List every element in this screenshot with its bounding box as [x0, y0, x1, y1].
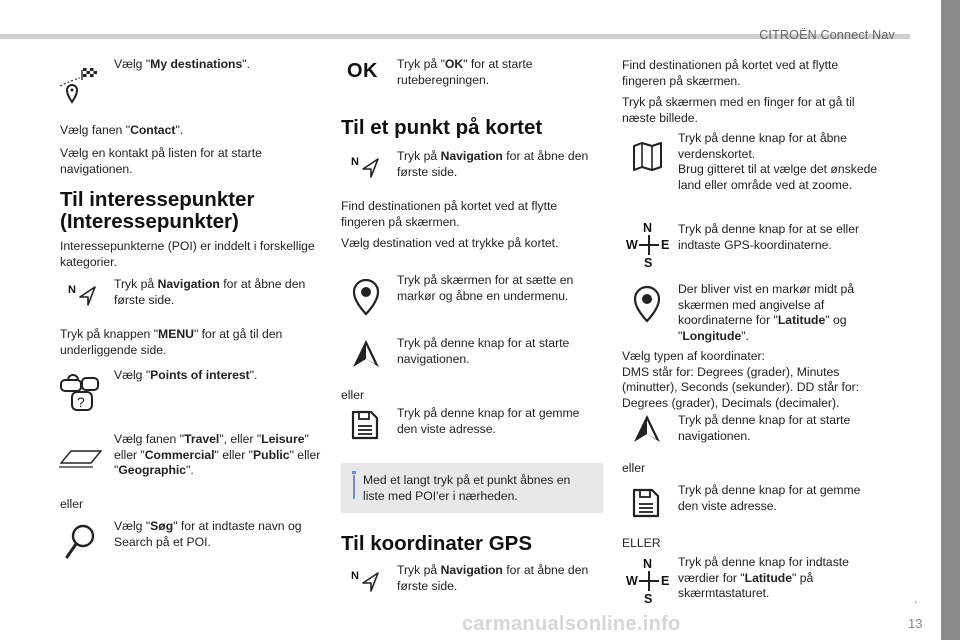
info-icon [353, 475, 355, 499]
svg-text:N: N [351, 156, 359, 168]
svg-text:N: N [68, 284, 76, 296]
text-tap-marker: Tryk på skærmen for at sætte en markør og åbne en undermenu. [397, 273, 574, 303]
page-edge-tab [941, 0, 960, 640]
text-category-tabs: Vælg fanen "Travel", eller "Leisure" eller "Commercial" eller "Public" eller "Geographic". [114, 432, 321, 478]
svg-text:N: N [351, 570, 359, 582]
text-ok-route: Tryk på "OK" for at starte ruteberegningen. [397, 57, 533, 87]
text-start-navigation-3: Tryk på denne knap for at starte navigationen. [678, 413, 851, 443]
save-icon [349, 408, 381, 442]
text-save-address: Tryk på denne knap for at gemme den viste adresse. [397, 406, 580, 436]
text-find-destination: Find destinationen på kortet ved at flytte fingeren på skærmen. [341, 199, 558, 229]
text-find-destination-3: Find destinationen på kortet ved at flytte fingeren på skærmen. [622, 58, 839, 88]
heading-map-point: Til et punkt på kortet [341, 116, 543, 139]
page-number: 13 [908, 616, 923, 631]
text-info-long-press: Med et langt tryk på et punkt åbnes en liste med POI'er i nærheden. [363, 473, 571, 503]
text-search-poi: Vælg "Søg" for at indtaste navn og Search på et POI. [114, 519, 302, 549]
map-marker-icon [350, 277, 382, 317]
text-eller-caps: ELLER [622, 536, 661, 550]
text-eller-3: eller [622, 461, 646, 475]
navigation-arrow-icon [68, 283, 98, 307]
compass-icon: N W E S [626, 221, 670, 270]
text-world-map: Tryk på denne knap for at åbne verdenskortet. Brug gitteret til at vælge det ønskede land eller område ved at zoome. [678, 131, 878, 192]
heading-gps: Til koordinater GPS [341, 532, 532, 555]
heading-poi: Til interessepunkter (Interessepunkter) [60, 188, 255, 233]
navigate-triangle-icon [350, 337, 382, 371]
text-next-image: Tryk på skærmen med en finger for at gå til næste billede. [622, 95, 855, 125]
text-coordinate-types: Vælg typen af koordinater: DMS står for: Degrees (grader), Minutes (minutter), Seconds (sekunder). DD står for: Degrees (grader), Decimals (decimaler). [622, 349, 860, 410]
text-select-contact: Vælg en kontakt på listen for at starte navigationen. [60, 146, 262, 176]
text-my-destinations: Vælg "My destinations". [114, 57, 250, 71]
compass-icon: N W E S [626, 557, 670, 606]
world-map-icon [631, 140, 665, 174]
svg-text:?: ? [77, 394, 85, 410]
save-icon [630, 486, 662, 520]
text-gps-coordinates: Tryk på denne knap for at se eller indtaste GPS-koordinaterne. [678, 222, 860, 252]
poi-question-icon [58, 372, 102, 412]
text-points-of-interest: Vælg "Points of interest". [114, 368, 258, 382]
text-contact-tab: Vælg fanen "Contact". [60, 123, 184, 137]
text-navigation-first-page-2: Tryk på Navigation for at åbne den første side. [397, 149, 589, 179]
text-eller-1: eller [60, 497, 84, 511]
text-enter-latitude: Tryk på denne knap for indtaste værdier for "Latitude" på skærmtastaturet. [678, 555, 849, 601]
ok-icon: OK [347, 60, 378, 82]
watermark: carmanualsonline.info [462, 613, 681, 635]
navigation-arrow-icon [351, 569, 381, 593]
running-header: CITROËN Connect Nav [759, 28, 895, 42]
page-dot: . [914, 592, 918, 606]
magnifier-icon [64, 522, 98, 562]
map-pin-checkered-flag-icon [58, 66, 102, 106]
text-poi-categories: Interessepunkterne (POI) er inddelt i forskellige kategorier. [60, 239, 315, 269]
text-navigation-first-page-3: Tryk på Navigation for at åbne den første side. [397, 563, 589, 593]
text-navigation-first-page: Tryk på Navigation for at åbne den første side. [114, 277, 306, 307]
info-icon-dot [352, 471, 356, 474]
map-marker-icon [631, 284, 663, 324]
text-eller-2: eller [341, 388, 365, 402]
text-menu-button: Tryk på knappen "MENU" for at gå til den underliggende side. [60, 327, 283, 357]
tag-shape-icon [57, 445, 103, 471]
text-marker-lat-long: Der bliver vist en markør midt på skærmen med angivelse af koordinaterne for "Latitude" og "Longitude". [678, 282, 855, 343]
navigation-arrow-icon [351, 155, 381, 179]
text-start-navigation: Tryk på denne knap for at starte navigationen. [397, 336, 570, 366]
text-select-destination: Vælg destination ved at trykke på kortet. [341, 236, 559, 250]
text-save-address-3: Tryk på denne knap for at gemme den viste adresse. [678, 483, 861, 513]
navigate-triangle-icon [631, 412, 663, 446]
